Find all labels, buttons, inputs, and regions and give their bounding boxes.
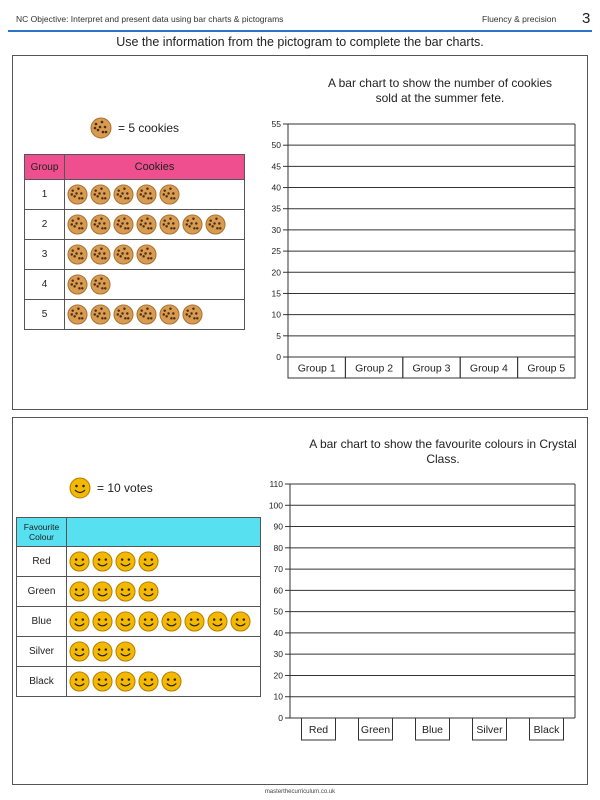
cookie-icon [67, 274, 88, 295]
colour-row-label: Green [17, 577, 67, 607]
smiley-icon [69, 671, 90, 692]
group-row [25, 210, 245, 240]
cookies-bar-chart [265, 118, 585, 383]
objective-text: NC Objective: Interpret and present data using bar charts & pictograms [16, 14, 284, 24]
colour-row-icons [67, 637, 261, 667]
cookie-icon [136, 304, 157, 325]
colour-row [17, 637, 261, 667]
y-tick-label: 30 [271, 224, 281, 235]
y-tick-label: 15 [271, 288, 281, 299]
smiley-icon [115, 671, 136, 692]
group-row [25, 240, 245, 270]
group-row [25, 180, 245, 210]
x-tick-label: Silver [476, 724, 503, 736]
y-tick-label: 40 [271, 182, 281, 193]
cookie-icon [67, 184, 88, 205]
smiley-key [69, 477, 153, 499]
cookie-icon [159, 184, 180, 205]
group-row [25, 270, 245, 300]
colour-row [17, 577, 261, 607]
y-tick-label: 100 [268, 500, 283, 511]
colours-pictogram-table [16, 517, 261, 697]
y-tick-label: 20 [273, 670, 283, 681]
cookies-pictogram-table [24, 154, 245, 330]
smiley-icon [92, 671, 113, 692]
colour-row-label: Red [17, 547, 67, 577]
smiley-icon [115, 641, 136, 662]
cookie-icon [113, 214, 134, 235]
y-tick-label: 80 [273, 542, 283, 553]
cookie-icon [67, 244, 88, 265]
x-tick-label: Blue [421, 724, 444, 736]
votes-column-header [67, 518, 261, 547]
smiley-icon [138, 551, 159, 572]
group-row-icons [65, 180, 245, 210]
x-tick-label: Red [308, 724, 329, 736]
colours-bar-chart [260, 478, 585, 748]
smiley-icon [138, 581, 159, 602]
smiley-icon [92, 581, 113, 602]
smiley-key-text: = 10 votes [97, 481, 153, 495]
y-tick-label: 35 [271, 203, 281, 214]
cookie-key [90, 117, 179, 139]
smiley-icon [92, 611, 113, 632]
smiley-icon [92, 641, 113, 662]
footer-url: masterthecurriculum.co.uk [264, 789, 336, 795]
y-tick-label: 60 [273, 585, 283, 596]
smiley-icon [207, 611, 228, 632]
cookie-icon [90, 184, 111, 205]
cookie-icon [136, 184, 157, 205]
smiley-icon [115, 551, 136, 572]
colour-row-icons [67, 607, 261, 637]
group-row-label: 5 [25, 300, 65, 330]
cookie-icon [182, 214, 203, 235]
colour-row-label: Blue [17, 607, 67, 637]
group-row-icons [65, 240, 245, 270]
colour-row-icons [67, 667, 261, 697]
colour-row-label: Silver [17, 637, 67, 667]
x-tick-label: Group 3 [412, 362, 451, 375]
colour-row [17, 667, 261, 697]
fluency-label: Fluency & precision [482, 14, 557, 24]
y-tick-label: 70 [273, 564, 283, 575]
group-row-label: 2 [25, 210, 65, 240]
cookie-icon [113, 184, 134, 205]
smiley-icon [92, 551, 113, 572]
cookie-icon [90, 274, 111, 295]
cookie-icon [67, 304, 88, 325]
smiley-icon [69, 641, 90, 662]
y-tick-label: 10 [273, 691, 283, 702]
cookie-icon [159, 214, 180, 235]
page-header [8, 10, 592, 32]
group-row-icons [65, 210, 245, 240]
y-tick-label: 45 [271, 161, 281, 172]
smiley-icon [115, 611, 136, 632]
y-tick-label: 50 [273, 606, 283, 617]
x-tick-label: Black [533, 724, 560, 736]
y-tick-label: 10 [271, 309, 281, 320]
y-tick-label: 55 [271, 119, 281, 129]
cookie-icon [136, 214, 157, 235]
smiley-icon [69, 477, 91, 499]
x-tick-label: Group 2 [355, 362, 394, 375]
smiley-icon [69, 581, 90, 602]
cookie-icon [182, 304, 203, 325]
cookie-icon [159, 304, 180, 325]
smiley-icon [69, 611, 90, 632]
group-row-icons [65, 300, 245, 330]
instruction-text: Use the information from the pictogram to complete the bar charts. [116, 35, 484, 49]
x-tick-label: Group 5 [527, 362, 566, 375]
group-row [25, 300, 245, 330]
colour-row [17, 607, 261, 637]
colour-row [17, 547, 261, 577]
x-tick-label: Group 1 [297, 362, 336, 375]
y-tick-label: 110 [269, 479, 283, 489]
smiley-icon [161, 611, 182, 632]
cookie-icon [90, 117, 112, 139]
y-tick-label: 30 [273, 649, 283, 660]
smiley-icon [69, 551, 90, 572]
favourite-colour-column-header: Favourite Colour [17, 518, 67, 547]
y-tick-label: 5 [276, 330, 281, 341]
y-tick-label: 25 [271, 246, 281, 257]
y-tick-label: 40 [273, 627, 283, 638]
smiley-icon [138, 611, 159, 632]
cookies-column-header: Cookies [65, 155, 245, 180]
y-tick-label: 0 [276, 352, 281, 362]
cookie-icon [90, 244, 111, 265]
y-tick-label: 90 [273, 521, 283, 532]
group-row-label: 1 [25, 180, 65, 210]
x-tick-label: Green [360, 724, 391, 736]
colour-row-icons [67, 577, 261, 607]
group-row-label: 4 [25, 270, 65, 300]
smiley-icon [230, 611, 251, 632]
smiley-icon [161, 671, 182, 692]
group-row-label: 3 [25, 240, 65, 270]
cookie-key-text: = 5 cookies [118, 121, 180, 135]
cookie-icon [113, 304, 134, 325]
y-tick-label: 0 [278, 713, 283, 723]
page-number: 3 [582, 10, 591, 27]
cookie-icon [113, 244, 134, 265]
x-tick-label: Group 4 [469, 362, 508, 375]
cookies-chart-title: A bar chart to show the number of cookies sold at the summer fete. [327, 76, 553, 105]
y-tick-label: 50 [271, 140, 281, 151]
smiley-icon [115, 581, 136, 602]
colour-row-label: Black [17, 667, 67, 697]
cookie-icon [67, 214, 88, 235]
group-column-header: Group [25, 155, 65, 180]
colour-row-icons [67, 547, 261, 577]
cookie-icon [90, 304, 111, 325]
colours-chart-title: A bar chart to show the favourite colours in Crystal Class. [309, 437, 577, 466]
cookie-icon [136, 244, 157, 265]
group-row-icons [65, 270, 245, 300]
cookie-icon [205, 214, 226, 235]
y-tick-label: 20 [271, 267, 281, 278]
smiley-icon [184, 611, 205, 632]
smiley-icon [138, 671, 159, 692]
cookie-icon [90, 214, 111, 235]
